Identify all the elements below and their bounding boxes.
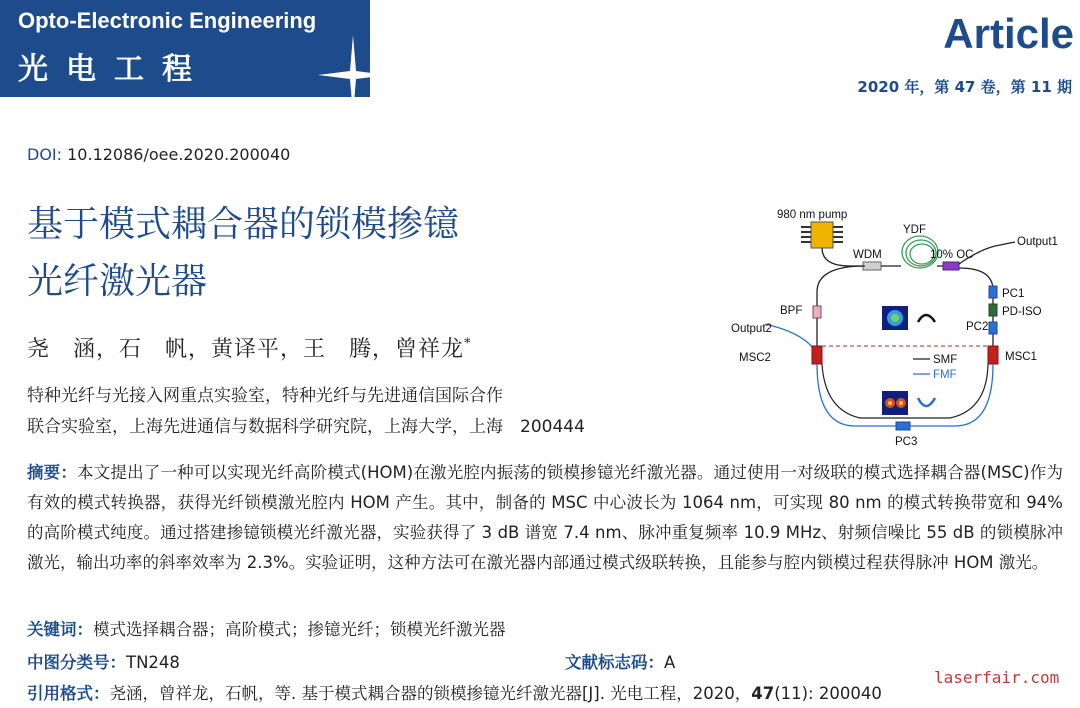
bpf-filter [813, 306, 821, 318]
clc-number [27, 649, 180, 673]
doi-line [27, 145, 290, 164]
sparkle-star-icon [318, 35, 388, 115]
laser-setup-diagram [725, 200, 1070, 455]
pc1-controller [989, 286, 997, 298]
pc3-controller [896, 422, 910, 430]
pdiso-label: PD-ISO [1002, 306, 1042, 318]
doi-value[interactable]: 10.12086/oee.2020.200040 [67, 145, 291, 164]
pc2-controller [989, 322, 997, 334]
oc-label: 10% OC [930, 249, 974, 261]
doc-code-label: 文献标志码： [565, 653, 664, 672]
keywords-label: 关键词： [27, 620, 93, 639]
msc2-label: MSC2 [739, 352, 771, 364]
citation-label: 引用格式： [27, 684, 110, 703]
citation-volume: 47 [751, 684, 775, 703]
citation-pages: (11): 200040 [774, 684, 882, 703]
bpf-label: BPF [780, 305, 803, 317]
hom-mode-image [882, 391, 908, 415]
issue-info: 2020 年，第 47 卷，第 11 期 [857, 78, 1072, 96]
journal-name-en: Opto-Electronic Engineering [18, 8, 317, 33]
corresponding-mark: * [464, 336, 472, 352]
document-code [565, 649, 675, 673]
citation-text: 尧涵，曾祥龙，石帆，等. 基于模式耦合器的锁模掺镱光纤激光器[J]. 光电工程，2020， [109, 684, 752, 703]
affiliation-line2: 联合实验室，上海先进通信与数据科学研究院，上海大学，上海 200444 [27, 417, 585, 437]
affiliation-line1: 特种光纤与光接入网重点实验室，特种光纤与先进通信国际合作 [27, 386, 503, 406]
msc1-label: MSC1 [1005, 351, 1037, 363]
output2-label: Output2 [731, 323, 772, 335]
circulation-arrow-icon [918, 315, 935, 322]
keywords [27, 616, 506, 640]
hom-circulation-arrow-icon [918, 398, 935, 406]
wdm-coupler [863, 262, 881, 270]
article-type-label: Article [943, 10, 1074, 57]
citation [27, 680, 882, 704]
paper-title-line1: 基于模式耦合器的锁模掺镱 [27, 204, 460, 245]
pd-iso [989, 304, 997, 316]
paper-title-line2: 光纤激光器 [27, 261, 208, 302]
output1-label: Output1 [1017, 236, 1058, 248]
doi-label: DOI: [27, 145, 63, 164]
msc2-coupler [812, 346, 822, 364]
ydf-label: YDF [903, 224, 926, 236]
fmf-legend-label: FMF [933, 369, 957, 381]
pump-label: 980 nm pump [777, 209, 848, 221]
fundamental-mode-image [882, 306, 908, 330]
journal-name-cn: 光电工程 [18, 52, 210, 87]
output-coupler [943, 262, 959, 270]
pump-icon [801, 222, 843, 248]
pc3-label: PC3 [895, 436, 918, 448]
keywords-text: 模式选择耦合器；高阶模式；掺镱光纤；锁模光纤激光器 [93, 620, 506, 639]
doc-code-value: A [664, 653, 676, 672]
wdm-label: WDM [853, 249, 882, 261]
abstract [27, 458, 1063, 578]
smf-legend-label: SMF [933, 354, 958, 366]
clc-value: TN248 [126, 653, 180, 672]
abstract-text: 本文提出了一种可以实现光纤高阶模式(HOM)在激光腔内振荡的锁模掺镱光纤激光器。通过使用一对级联的模式选择耦合器(MSC)作为有效的模式转换器，获得光纤锁模激光腔内 HOM 产生。其中，制备的 MSC 中心波长为 1064 nm，可实现 80 nm 的模式转换带宽和 94%的高阶模式纯度。通过搭建掺镱锁模光纤激光器，实验获得了 3 dB 谱宽 7.4 nm、脉冲重复频率 10.9 MHz、射频信噪比 55 dB 的锁模脉冲激光，输出功率的斜率效率为 2.3%。实验证明，这种方法可在激光器内部通过模式级联转换，且能参与腔内锁模过程获得脉冲 HOM 激光。 [27, 463, 1063, 572]
author-names: 尧 涵，石 帆，黄译平，王 腾，曾祥龙 [27, 337, 465, 362]
author-list [27, 332, 472, 363]
clc-label: 中图分类号： [27, 653, 126, 672]
abstract-label: 摘要： [27, 463, 78, 482]
watermark: laserfair.com [934, 668, 1060, 687]
msc1-coupler [988, 346, 998, 364]
pc2-label: PC2 [966, 321, 989, 333]
pc1-label: PC1 [1002, 288, 1025, 300]
